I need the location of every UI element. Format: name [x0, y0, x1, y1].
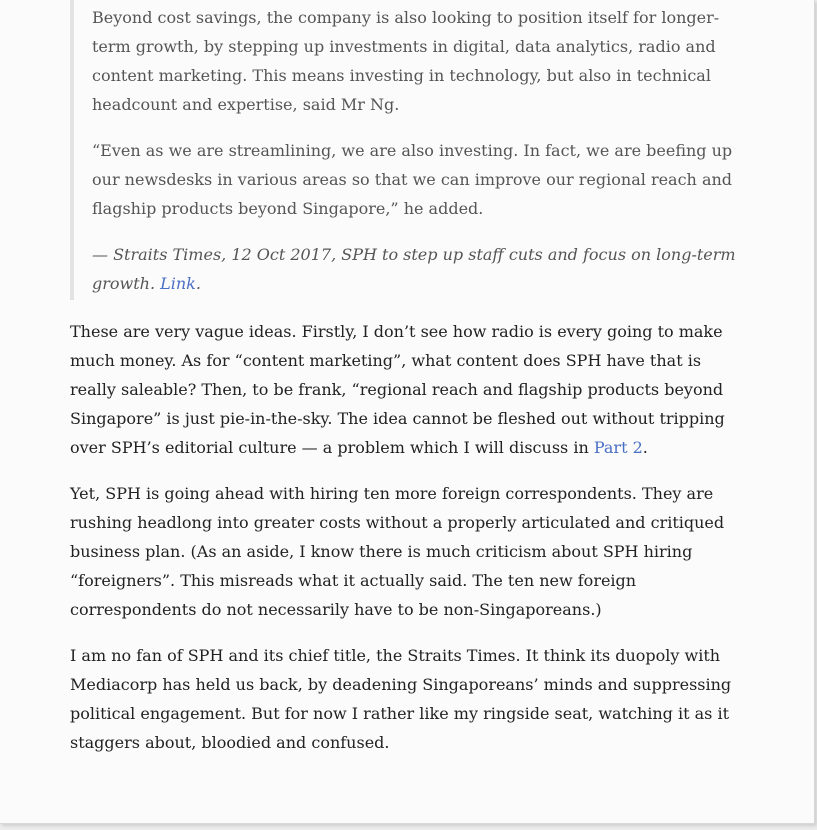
body-paragraph-text: These are very vague ideas. Firstly, I don’t see how radio is every going to make much money. As for “content marketing”, what content does SPH have that is really saleable? Then, to be frank, “regional reach and flagship products beyond Singapore” is just pie-in-the-sky. The idea cannot be fleshed out without tripping over SPH’s editorial culture — a problem which I will discuss in [70, 322, 725, 457]
quote-citation [92, 240, 750, 298]
quote-paragraph: Beyond cost savings, the company is also looking to position itself for longer-term growth, by stepping up investments in digital, data analytics, radio and content marketing. This means investing in technology, but also in technical headcount and expertise, said Mr Ng. [92, 8, 720, 114]
citation-end: . [195, 274, 201, 293]
body-paragraph: Yet, SPH is going ahead with hiring ten more foreign correspondents. They are rushing headlong into greater costs without a properly articulated and critiqued business plan. (As an aside, I know there is much criticism about SPH hiring “foreigners”. This misreads what it actually said. The ten new foreign correspondents do not necessarily have to be non-Singaporeans.) [70, 484, 725, 619]
body-paragraph-end: . [642, 438, 648, 457]
citation-text: — Straits Times, 12 Oct 2017, SPH to step up staff cuts and focus on long-term growth. [92, 245, 736, 293]
quote-block [70, 0, 750, 300]
body-paragraph: I am no fan of SPH and its chief title, the Straits Times. It think its duopoly with Mediacorp has held us back, by deadening Singaporeans’ minds and suppressing political engagement. But for now I rather like my ringside seat, watching it as it staggers about, bloodied and confused. [70, 646, 732, 752]
body-paragraph [70, 317, 750, 462]
article-content [70, 0, 750, 757]
part-2-link[interactable]: Part 2 [593, 438, 643, 457]
citation-link[interactable]: Link [160, 274, 196, 293]
quote-paragraph: “Even as we are streamlining, we are also investing. In fact, we are beefing up our newsdesks in various areas so that we can improve our regional reach and flagship products beyond Singapore,” he added. [92, 141, 733, 218]
